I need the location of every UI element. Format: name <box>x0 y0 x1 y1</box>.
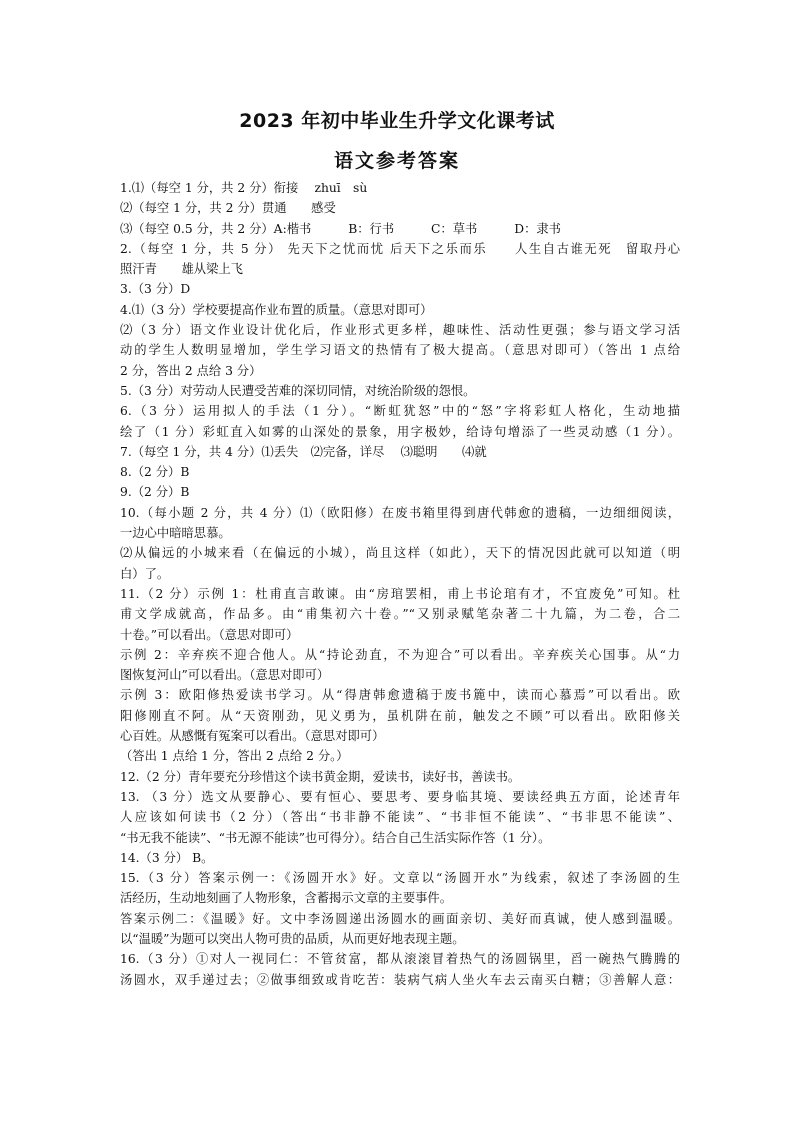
text-line: 图恢复河山”可以看出。（意思对即可） <box>120 668 330 683</box>
text-line: 9.（2 分）B <box>120 485 190 500</box>
text-line: ⑵（每空 1 分，共 2 分）贯通 感受 <box>120 201 336 216</box>
text-line: ⑵从偏远的小城来看（在偏远的小城），尚且这样（如此），天下的情况因此就可以知道（明 <box>120 546 680 561</box>
text-line: 汤圆水，双手递过去；②做事细致或肯吃苦：装病气病人坐火车去云南买白糖；③善解人意： <box>120 972 680 987</box>
answer-key-subtitle: 语文参考答案 <box>333 150 460 172</box>
text-line: 绘了（1 分）彩虹直入如雾的山深处的景象，用字极妙，给诗句增添了一些灵动感（1 分）。 <box>120 424 680 439</box>
text-line: 10.（每小题 2 分，共 4 分）⑴（欧阳修）在废书箱里得到唐代韩愈的遗稿，一边细细阅读， <box>120 505 680 520</box>
text-line: 动的学生人数明显增加，学生学习语文的热情有了极大提高。（意思对即可）（答出 1 点给 <box>120 343 680 358</box>
text-line: 照汗青 雄从梁上飞 <box>120 262 243 277</box>
text-line: ⑶（每空 0.5 分，共 2 分）A:楷书 B：行书 C：草书 D：隶书 <box>120 221 561 236</box>
text-line: 答案示例二：《温暖》好。文中李汤圆递出汤圆水的画面亲切、美好而真诚，使人感到温暖。 <box>120 911 680 926</box>
text-line: 十卷。”可以看出。（意思对即可） <box>120 627 299 642</box>
text-line: 16.（3 分）①对人一视同仁：不管贫富，都从滚滚冒着热气的汤圆锅里，舀一碗热气腾腾的 <box>120 952 680 967</box>
text-line: 心百姓。从感慨有冤案可以看出。（意思对即可） <box>120 729 385 744</box>
text-line: 示例 2：辛弃疾不迎合他人。从“持论劲直，不为迎合”可以看出。辛弃疾关心国事。从“力 <box>120 647 680 662</box>
text-line: 11.（2 分）示例 1：杜甫直言敢谏。由“房琯罢相，甫上书论琯有才，不宜废免”可知。杜 <box>120 586 680 601</box>
text-line: 13. （3 分）选文从要静心、要有恒心、要思考、要身临其境、要读经典五方面，论述青年 <box>120 789 680 804</box>
text-line: 人应该如何读书（2 分）（答出“书非静不能读”、“书非恒不能读”、“书非思不能读”、 <box>120 810 680 825</box>
text-line: 甫文学成就高，作品多。由“甫集初六十卷。”“又别录赋笔杂著二十九篇，为二卷，合二 <box>120 607 680 622</box>
text-line: 6.（3 分）运用拟人的手法（1 分）。“断虹犹怒”中的“怒”字将彩虹人格化，生动地描 <box>120 404 680 419</box>
text-line: （答出 1 点给 1 分，答出 2 点给 2 分。） <box>120 749 349 764</box>
text-line: 活经历，生动地刻画了人物形象，含蓄揭示文章的主要事件。 <box>120 891 453 906</box>
text-line: 3.（3 分）D <box>120 282 191 297</box>
text-line: 一边心中暗暗思慕。 <box>120 526 231 541</box>
text-line: 2 分，答出 2 点给 3 分） <box>120 363 262 378</box>
text-line: 白）了。 <box>120 566 170 581</box>
text-line: 7.（每空 1 分，共 4 分）⑴丢失 ⑵完备，详尽 ⑶聪明 ⑷就 <box>120 444 487 459</box>
text-line: 以“温暖”为题可以突出人物可贵的品质，从而更好地表现主题。 <box>120 931 465 946</box>
text-line: 阳修刚直不阿。从“天资刚劲，见义勇为，虽机阱在前，触发之不顾”可以看出。欧阳修关 <box>120 708 680 723</box>
answer-body <box>120 178 680 990</box>
text-line: 5.（3 分）对劳动人民遭受苦难的深切同情，对统治阶级的怨恨。 <box>120 383 476 398</box>
text-line: 1.⑴（每空 1 分，共 2 分）衔接 zhuī sù <box>120 181 368 195</box>
text-line: 15.（3 分）答案示例一：《汤圆开水》好。文章以“汤圆开水”为线索，叙述了李汤圆的生 <box>120 871 680 886</box>
text-line: 示例 3：欧阳修热爱读书学习。从“得唐韩愈遗稿于废书簏中，读而心慕焉”可以看出。欧 <box>120 688 680 703</box>
text-line: “书无我不能读”、“书无源不能读”也可得分）。结合自己生活实际作答（1 分）。 <box>120 830 551 845</box>
exam-title: 2023 年初中毕业生升学文化课考试 <box>239 110 555 132</box>
text-line: 2.（每空 1 分，共 5 分） 先天下之忧而忧 后天下之乐而乐 人生自古谁无死 留取丹心 <box>120 241 680 256</box>
text-line: 14.（3 分） B。 <box>120 850 214 865</box>
text-line: 4.⑴（3 分）学校要提高作业布置的质量。（意思对即可） <box>120 302 433 317</box>
text-line: 12.（2 分）青年要充分珍惜这个读书黄金期，爱读书，读好书，善读书。 <box>120 769 521 784</box>
text-line: 8.（2 分）B <box>120 465 190 480</box>
text-line: ⑵（3 分）语文作业设计优化后，作业形式更多样，趣味性、活动性更强；参与语文学习活 <box>120 323 680 338</box>
